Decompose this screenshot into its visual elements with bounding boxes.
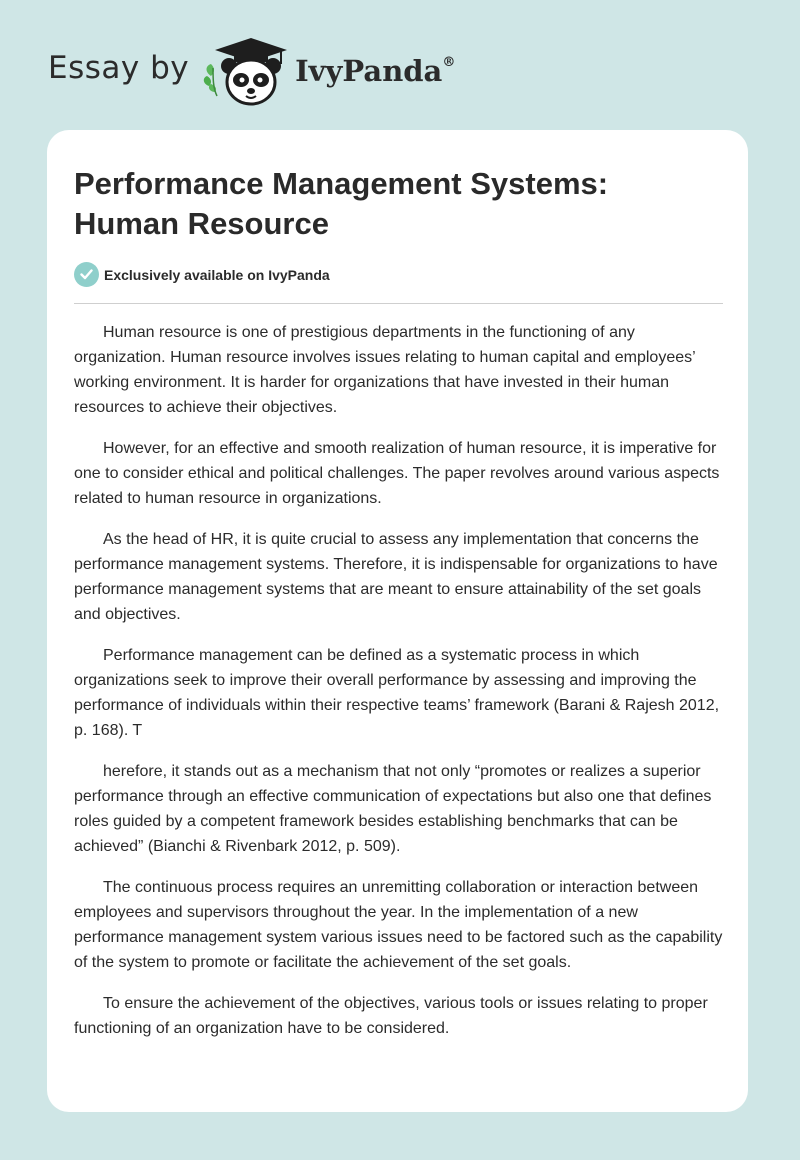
panda-logo-icon[interactable] [201,36,291,108]
registered-mark: ® [442,55,456,71]
paragraph: herefore, it stands out as a mechanism that not only “promotes or realizes a superior performance through an effective communication of expectations but also one that defines roles guided by a competent framework besides establishing benchmarks that can be achieved” (Bianchi & Rivenbark 2012, p. 509). [74,763,712,855]
page-title: Performance Management Systems: Human Resource [74,166,609,241]
paragraph: Human resource is one of prestigious departments in the functioning of any organization. Human resource involves issues relating to human capital and employees’ working environment. It is harder for organizations that have invested in their human resources to achieve their objectives. [74,324,696,416]
paragraph: The continuous process requires an unremitting collaboration or interaction between employees and supervisors throughout the year. In the implementation of a new performance management system various issues need to be factored such as the capability of the system to promote or facilitate the achievement of the set goals. [74,879,723,971]
divider [74,303,723,304]
paragraph: To ensure the achievement of the objectives, various tools or issues relating to proper functioning of an organization have to be considered. [74,995,708,1037]
exclusive-label: Exclusively available on IvyPanda [104,266,330,283]
essay-body [74,320,724,1057]
check-icon [74,262,99,287]
paragraph: Performance management can be defined as a systematic process in which organizations seek to improve their overall performance by assessing and improving the performance of individuals within their respective teams’ framework (Barani & Rajesh 2012, p. 168). T [74,647,720,739]
paragraph: However, for an effective and smooth realization of human resource, it is imperative for one to consider ethical and political challenges. The paper revolves around various aspects related to human resource in organizations. [74,440,720,507]
ivy-leaf-icon [204,64,217,96]
site-header [48,36,455,108]
paragraph: As the head of HR, it is quite crucial to assess any implementation that concerns the performance management systems. Therefore, it is indispensable for organizations to have performance management systems that are meant to ensure attainability of the set goals and objectives. [74,531,718,623]
brand-name[interactable]: IvyPanda® [295,54,456,88]
essay-by-label: Essay by [48,50,190,86]
exclusive-badge [74,262,330,287]
essay-card [47,130,748,1112]
